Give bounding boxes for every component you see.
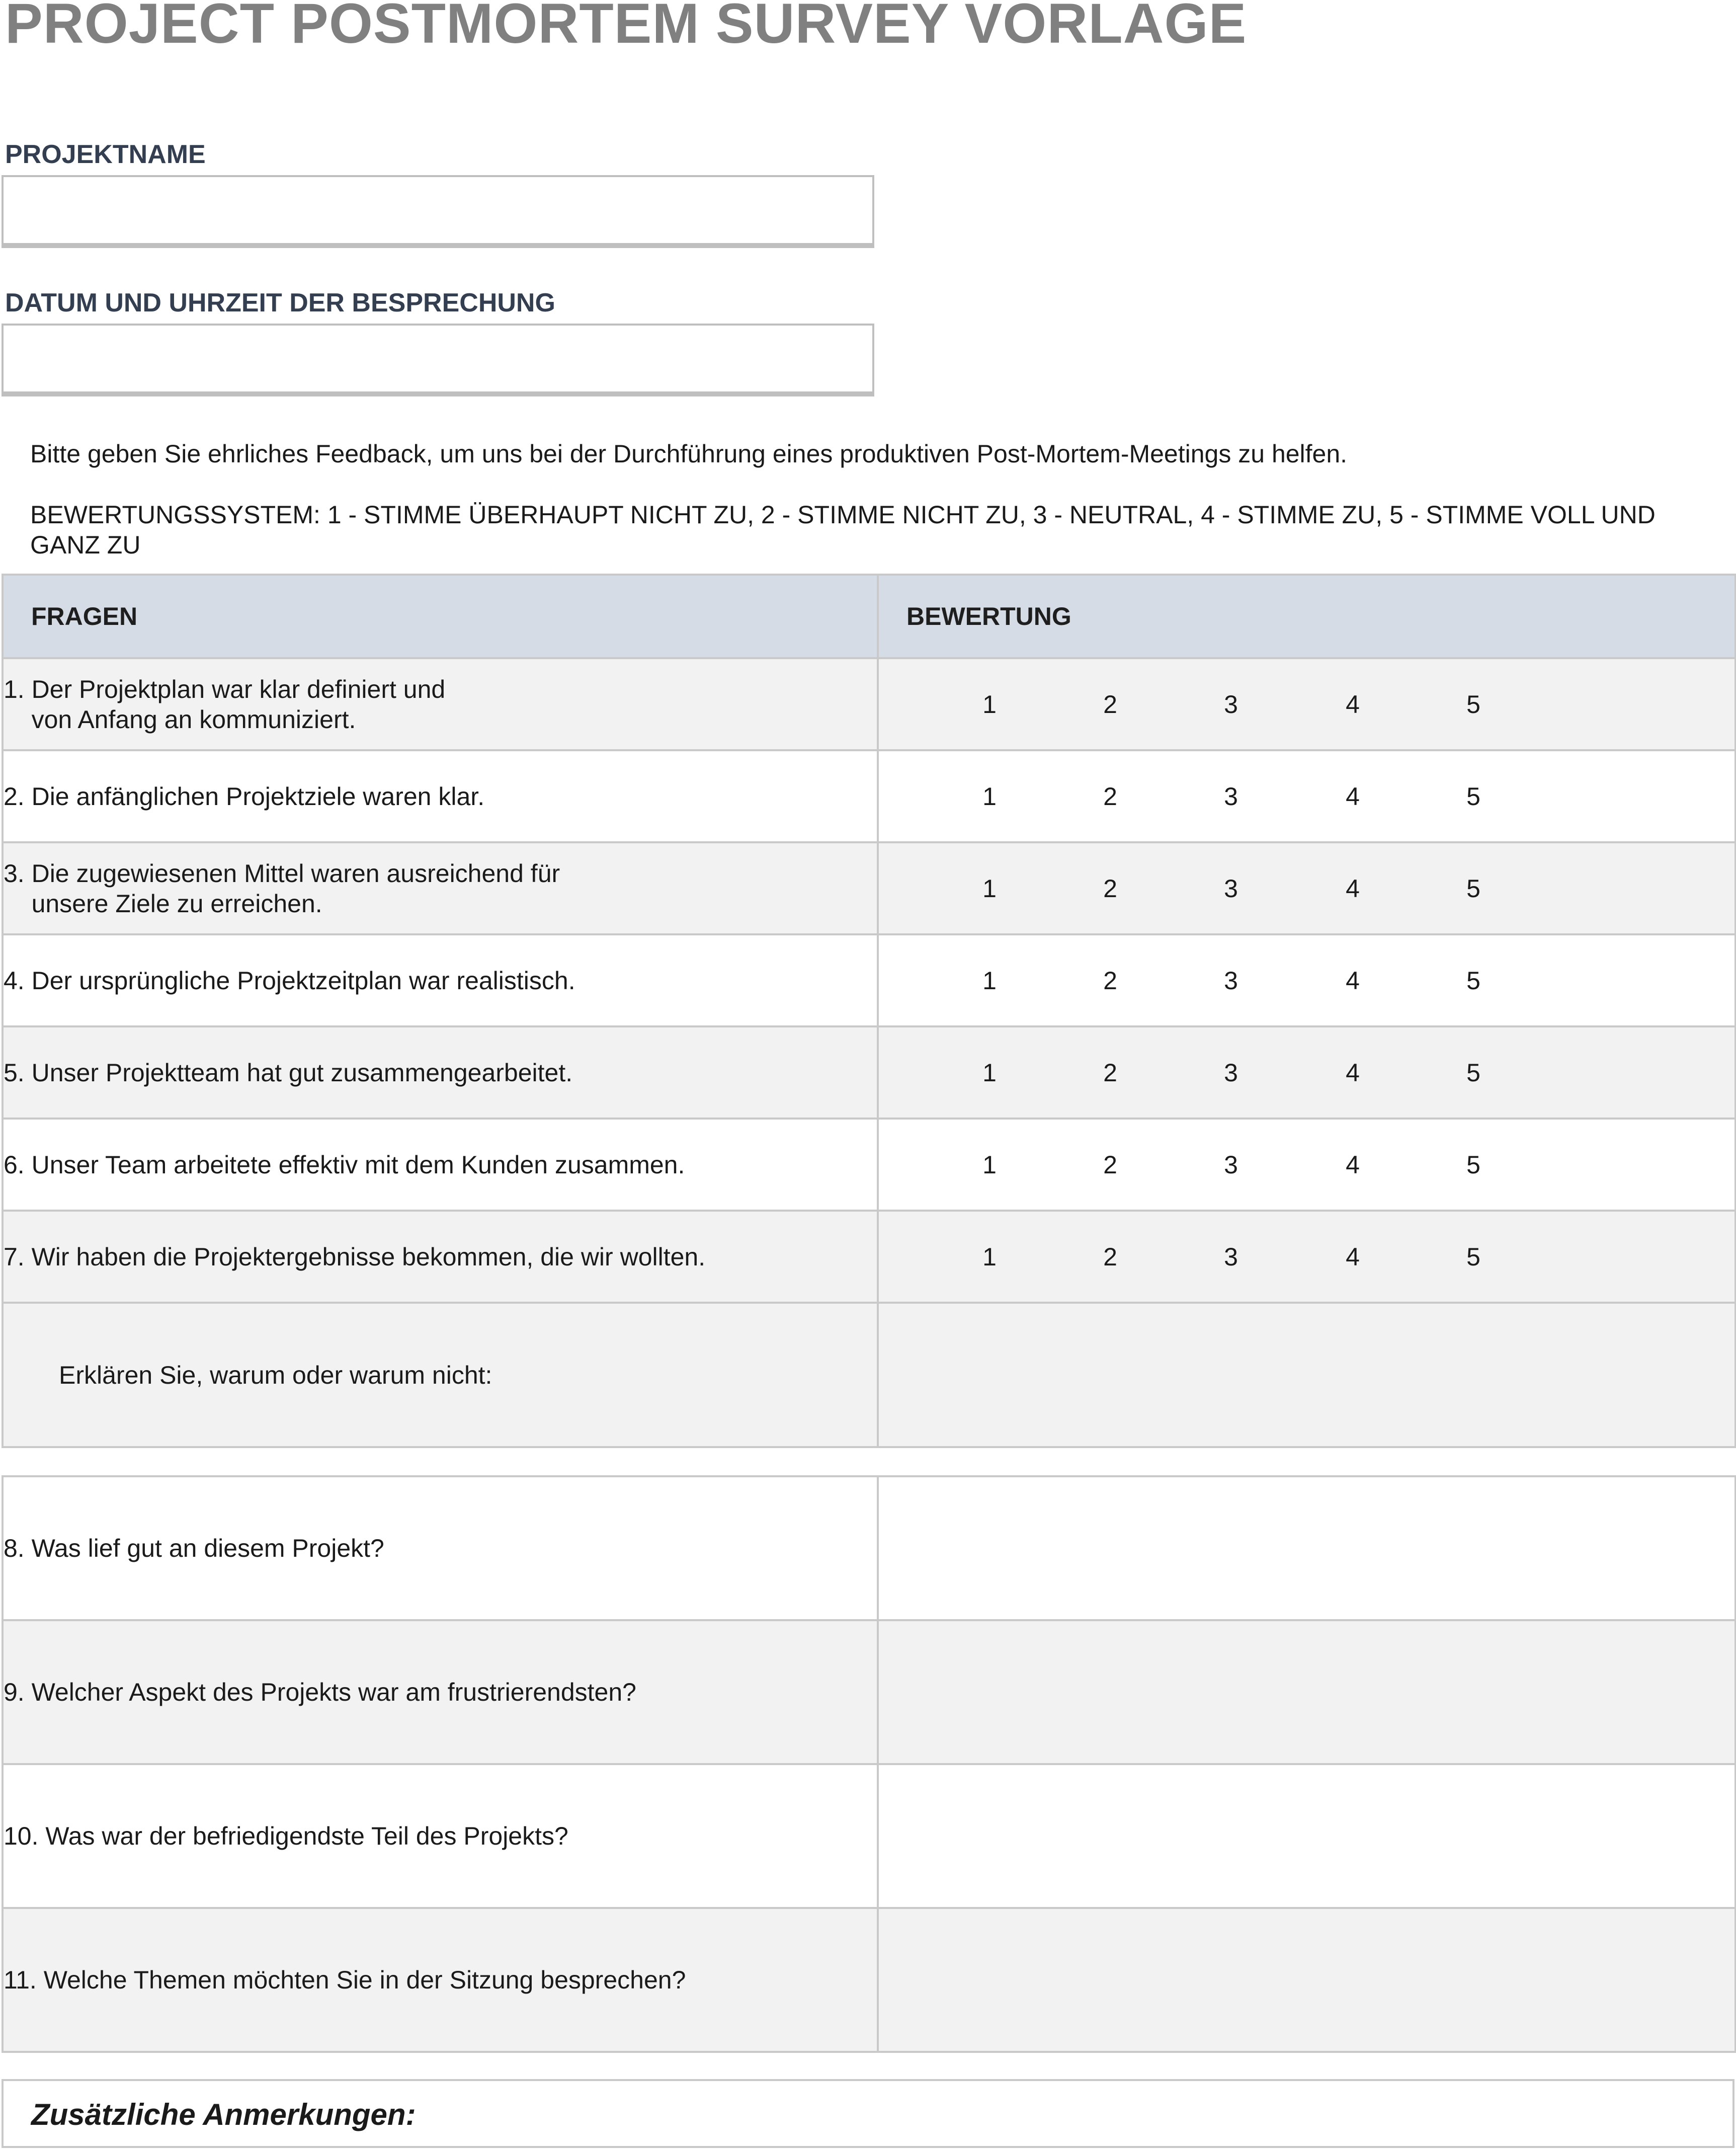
rating-option-5[interactable]: 5 xyxy=(1466,1150,1480,1179)
open-answer-field[interactable] xyxy=(878,1908,1735,2052)
rating-option-2[interactable]: 2 xyxy=(1103,966,1117,995)
rating-option-3[interactable]: 3 xyxy=(1224,1058,1238,1087)
rating-option-2[interactable]: 2 xyxy=(1103,1242,1117,1271)
rating-table xyxy=(2,574,1736,1448)
open-answer-field[interactable] xyxy=(878,1620,1735,1764)
question-text: 3. Die zugewiesenen Mittel waren ausreichend für unsere Ziele zu erreichen. xyxy=(3,842,878,934)
rating-option-3[interactable]: 3 xyxy=(1224,690,1238,719)
rating-option-2[interactable]: 2 xyxy=(1103,690,1117,719)
project-name-field[interactable] xyxy=(2,175,874,248)
additional-notes-label: Zusätzliche Anmerkungen: xyxy=(31,2098,416,2131)
rating-option-3[interactable]: 3 xyxy=(1224,1242,1238,1271)
open-question-row xyxy=(3,1764,1735,1908)
question-text: 6. Unser Team arbeitete effektiv mit dem Kunden zusammen. xyxy=(3,1119,878,1211)
open-question-text: 10. Was war der befriedigendste Teil des Projekts? xyxy=(3,1764,878,1908)
rating-option-4[interactable]: 4 xyxy=(1346,874,1360,903)
rating-cell xyxy=(878,1211,1735,1303)
project-name-label: PROJEKTNAME xyxy=(5,140,206,169)
rating-header: BEWERTUNG xyxy=(878,575,1735,658)
question-text: 1. Der Projektplan war klar definiert und von Anfang an kommuniziert. xyxy=(3,658,878,750)
rating-option-4[interactable]: 4 xyxy=(1346,1150,1360,1179)
rating-cell xyxy=(878,842,1735,934)
open-question-text: 9. Welcher Aspekt des Projekts war am frustrierendsten? xyxy=(3,1620,878,1764)
rating-row xyxy=(3,1211,1735,1303)
rating-cell xyxy=(878,658,1735,750)
open-question-row xyxy=(3,1476,1735,1620)
rating-option-2[interactable]: 2 xyxy=(1103,1150,1117,1179)
rating-option-4[interactable]: 4 xyxy=(1346,1058,1360,1087)
rating-option-3[interactable]: 3 xyxy=(1224,1150,1238,1179)
rating-cell xyxy=(878,750,1735,842)
rating-option-1[interactable]: 1 xyxy=(982,690,997,719)
rating-cell xyxy=(878,1026,1735,1119)
rating-option-5[interactable]: 5 xyxy=(1466,690,1480,719)
rating-option-5[interactable]: 5 xyxy=(1466,874,1480,903)
explain-answer-field[interactable] xyxy=(878,1303,1735,1447)
rating-cell xyxy=(878,1119,1735,1211)
rating-option-5[interactable]: 5 xyxy=(1466,966,1480,995)
rating-option-4[interactable]: 4 xyxy=(1346,966,1360,995)
meeting-datetime-field[interactable] xyxy=(2,324,874,396)
rating-option-1[interactable]: 1 xyxy=(982,966,997,995)
rating-option-1[interactable]: 1 xyxy=(982,1150,997,1179)
rating-option-1[interactable]: 1 xyxy=(982,782,997,811)
rating-option-2[interactable]: 2 xyxy=(1103,874,1117,903)
rating-option-5[interactable]: 5 xyxy=(1466,782,1480,811)
rating-option-4[interactable]: 4 xyxy=(1346,782,1360,811)
open-question-text: 11. Welche Themen möchten Sie in der Sitzung besprechen? xyxy=(3,1908,878,2052)
rating-row xyxy=(3,750,1735,842)
question-text: 7. Wir haben die Projektergebnisse bekommen, die wir wollten. xyxy=(3,1211,878,1303)
rating-system-text: BEWERTUNGSSYSTEM: 1 - STIMME ÜBERHAUPT NICHT ZU, 2 - STIMME NICHT ZU, 3 - NEUTRAL, 4 - STIMME ZU, 5 - STIMME VOLL UND GANZ ZU xyxy=(30,501,1663,559)
questions-header: FRAGEN xyxy=(3,575,878,658)
open-question-text: 8. Was lief gut an diesem Projekt? xyxy=(3,1476,878,1620)
rating-option-3[interactable]: 3 xyxy=(1224,966,1238,995)
question-text: 5. Unser Projektteam hat gut zusammengearbeitet. xyxy=(3,1026,878,1119)
rating-option-3[interactable]: 3 xyxy=(1224,874,1238,903)
meeting-datetime-label: DATUM UND UHRZEIT DER BESPRECHUNG xyxy=(5,288,555,317)
rating-option-3[interactable]: 3 xyxy=(1224,782,1238,811)
rating-option-5[interactable]: 5 xyxy=(1466,1242,1480,1271)
rating-cell xyxy=(878,934,1735,1026)
open-answer-field[interactable] xyxy=(878,1476,1735,1620)
rating-option-4[interactable]: 4 xyxy=(1346,690,1360,719)
rating-table-header xyxy=(3,575,1735,658)
explain-prompt: Erklären Sie, warum oder warum nicht: xyxy=(3,1303,878,1447)
explain-row xyxy=(3,1303,1735,1447)
rating-row xyxy=(3,1119,1735,1211)
rating-option-5[interactable]: 5 xyxy=(1466,1058,1480,1087)
open-question-row xyxy=(3,1908,1735,2052)
question-text: 4. Der ursprüngliche Projektzeitplan war realistisch. xyxy=(3,934,878,1026)
rating-row xyxy=(3,658,1735,750)
rating-row xyxy=(3,1026,1735,1119)
instruction-text: Bitte geben Sie ehrliches Feedback, um uns bei der Durchführung eines produktiven Post-Mortem-Meetings zu helfen. xyxy=(30,440,1348,468)
open-answer-field[interactable] xyxy=(878,1764,1735,1908)
rating-row xyxy=(3,842,1735,934)
open-question-row xyxy=(3,1620,1735,1764)
rating-option-1[interactable]: 1 xyxy=(982,1242,997,1271)
open-questions-table xyxy=(2,1475,1736,2053)
rating-row xyxy=(3,934,1735,1026)
rating-option-2[interactable]: 2 xyxy=(1103,1058,1117,1087)
rating-option-1[interactable]: 1 xyxy=(982,874,997,903)
additional-notes-box[interactable] xyxy=(2,2079,1734,2148)
question-text: 2. Die anfänglichen Projektziele waren klar. xyxy=(3,750,878,842)
document-title: PROJECT POSTMORTEM SURVEY VORLAGE xyxy=(5,0,1247,55)
rating-option-4[interactable]: 4 xyxy=(1346,1242,1360,1271)
rating-option-2[interactable]: 2 xyxy=(1103,782,1117,811)
rating-option-1[interactable]: 1 xyxy=(982,1058,997,1087)
